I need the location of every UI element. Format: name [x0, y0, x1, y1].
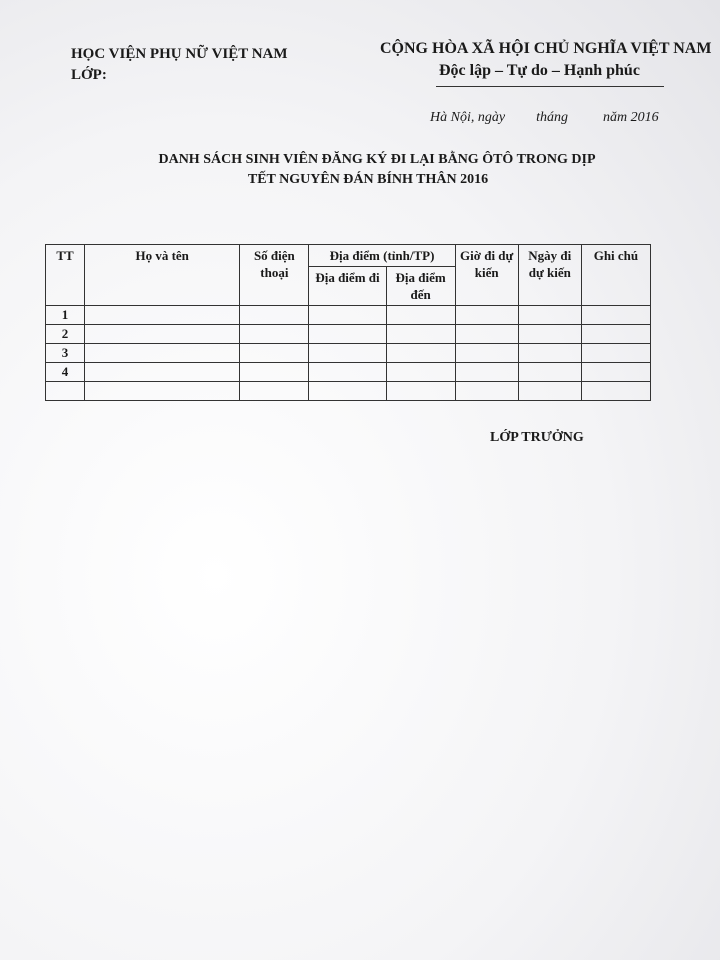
- note-cell: [581, 363, 650, 382]
- date-line: [430, 110, 659, 126]
- day-cell: [518, 344, 581, 363]
- document-title: [0, 150, 720, 190]
- phone-cell: [240, 306, 309, 325]
- institution-block: [71, 44, 288, 86]
- header-day: Ngày đi dự kiến: [518, 245, 581, 306]
- class-label: LỚP:: [71, 67, 107, 83]
- table-row: [46, 382, 651, 401]
- time-cell: [455, 382, 518, 401]
- time-cell: [455, 306, 518, 325]
- name-cell: [85, 382, 240, 401]
- national-header: [380, 40, 720, 87]
- header-location: Địa điểm (tỉnh/TP): [309, 245, 455, 267]
- name-cell: [85, 325, 240, 344]
- date-place-day: Hà Nội, ngày: [430, 110, 506, 125]
- phone-cell: [240, 363, 309, 382]
- phone-cell: [240, 382, 309, 401]
- header-phone: Số điện thoại: [240, 245, 309, 306]
- motto-underline: [436, 86, 664, 87]
- to-cell: [386, 325, 455, 344]
- registration-table: [45, 244, 651, 401]
- table-row: [46, 306, 651, 325]
- note-cell: [581, 325, 650, 344]
- date-year: năm 2016: [602, 110, 659, 125]
- note-cell: [581, 382, 650, 401]
- time-cell: [455, 325, 518, 344]
- day-cell: [518, 306, 581, 325]
- institution-name: HỌC VIỆN PHỤ NỮ VIỆT NAM: [71, 46, 288, 62]
- to-cell: [386, 363, 455, 382]
- table-row: [46, 325, 651, 344]
- from-cell: [309, 306, 386, 325]
- phone-cell: [240, 325, 309, 344]
- motto: Độc lập – Tự do – Hạnh phúc: [439, 62, 640, 79]
- header-note: Ghi chú: [581, 245, 650, 306]
- signature-label: LỚP TRƯỞNG: [490, 430, 584, 445]
- date-month: tháng: [536, 110, 568, 125]
- row-number: 4: [46, 363, 85, 382]
- phone-cell: [240, 344, 309, 363]
- from-cell: [309, 344, 386, 363]
- from-cell: [309, 325, 386, 344]
- name-cell: [85, 344, 240, 363]
- table-row: [46, 344, 651, 363]
- note-cell: [581, 306, 650, 325]
- from-cell: [309, 363, 386, 382]
- name-cell: [85, 363, 240, 382]
- day-cell: [518, 363, 581, 382]
- header-time: Giờ đi dự kiến: [455, 245, 518, 306]
- to-cell: [386, 344, 455, 363]
- time-cell: [455, 344, 518, 363]
- nation-title: CỘNG HÒA XÃ HỘI CHỦ NGHĨA VIỆT NAM: [380, 40, 712, 57]
- row-number: 3: [46, 344, 85, 363]
- day-cell: [518, 382, 581, 401]
- title-line-1: DANH SÁCH SINH VIÊN ĐĂNG KÝ ĐI LẠI BẰNG ÔTÔ TRONG DỊP: [158, 152, 596, 167]
- time-cell: [455, 363, 518, 382]
- note-cell: [581, 344, 650, 363]
- name-cell: [85, 306, 240, 325]
- header-name: Họ và tên: [85, 245, 240, 306]
- header-tt: TT: [46, 245, 85, 306]
- to-cell: [386, 306, 455, 325]
- header-to: Địa điểm đến: [386, 267, 455, 306]
- header-from: Địa điểm đi: [309, 267, 386, 306]
- from-cell: [309, 382, 386, 401]
- row-number: [46, 382, 85, 401]
- title-line-2: TẾT NGUYÊN ĐÁN BÍNH THÂN 2016: [247, 172, 489, 187]
- row-number: 1: [46, 306, 85, 325]
- table-header-row: [46, 245, 651, 267]
- day-cell: [518, 325, 581, 344]
- table-row: [46, 363, 651, 382]
- row-number: 2: [46, 325, 85, 344]
- to-cell: [386, 382, 455, 401]
